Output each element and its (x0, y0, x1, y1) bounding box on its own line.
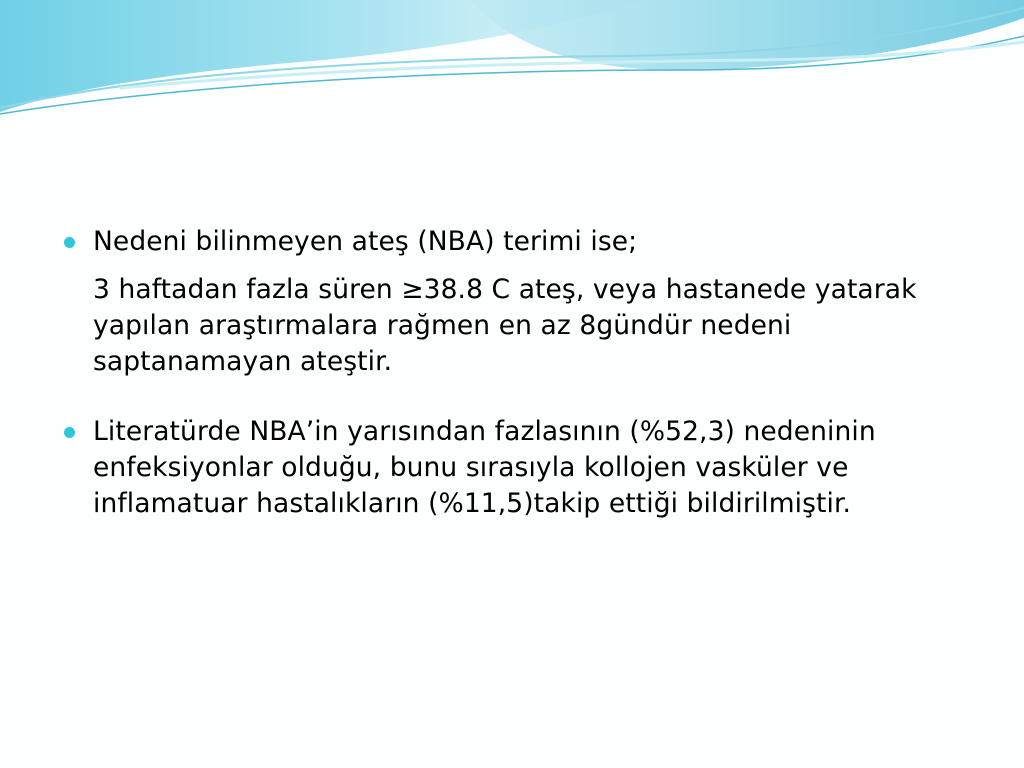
bullet-text: Literatürde NBA’in yarısından fazlasının (%52,3) nedeninin enfeksiyonlar olduğu, bunu sırasıyla kollojen vasküler ve inflamatuar hastalıkların (%11,5)takip ettiği bildirilmiştir. (93, 416, 876, 519)
circle-bullet-icon (64, 237, 75, 248)
bullet-item (62, 224, 962, 380)
slide-content (62, 224, 962, 522)
header-wave-decoration (0, 0, 1024, 130)
circle-bullet-icon (64, 427, 75, 438)
bullet-text: Nedeni bilinmeyen ateş (NBA) terimi ise; (93, 226, 638, 257)
bullet-text: 3 haftadan fazla süren ≥38.8 C ateş, veya hastanede yatarak yapılan araştırmalara rağmen en az 8gündür nedeni saptanamayan ateştir. (93, 274, 917, 377)
bullet-item (62, 414, 962, 522)
